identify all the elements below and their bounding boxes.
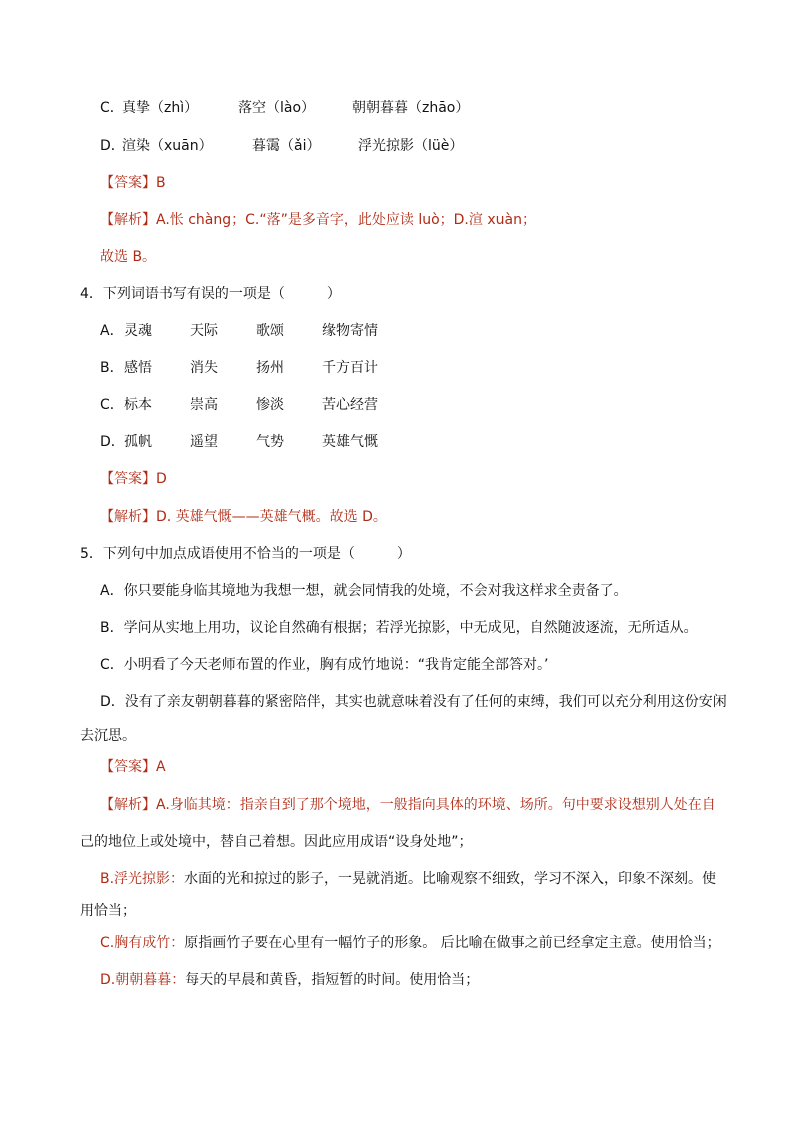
q5-stem: 5．下列句中加点成语使用不恰当的一项是（ ） bbox=[80, 546, 411, 562]
option-word-2: 落空（lào） bbox=[238, 100, 316, 116]
option-word: 苦心经营 bbox=[322, 397, 378, 413]
q5-answer: 【答案】A bbox=[100, 759, 166, 775]
q3-answer: 【答案】B bbox=[100, 175, 166, 191]
q4-answer: 【答案】D bbox=[100, 471, 167, 487]
q5-option-c: C．小明看了今天老师布置的作业，胸有成竹地说：“我肯定能全部答对。’ bbox=[100, 657, 549, 673]
q5-option-b: B．学问从实地上用功，议论自然确有根据；若浮光掠影，中无成见，自然随波逐流，无所适从。 bbox=[100, 620, 698, 636]
option-word-3: 朝朝暮暮（zhāo） bbox=[352, 100, 470, 116]
option-word: 灵魂 bbox=[124, 323, 152, 339]
option-word: 扬州 bbox=[256, 360, 284, 376]
option-word: 标本 bbox=[124, 397, 152, 413]
q5-option-d-line-1: D．没有了亲友朝朝暮暮的紧密陪伴，其实也就意味着没有了任何的束缚，我们可以充分利用这份安闲 bbox=[100, 694, 727, 710]
option-word: 千方百计 bbox=[322, 360, 378, 376]
q4-stem: 4．下列词语书写有误的一项是（ ） bbox=[80, 286, 341, 302]
analysis-c-text: 原指画竹子要在心里有一幅竹子的形象。 后比喻在做事之前已经拿定主意。使用恰当； bbox=[184, 935, 721, 951]
option-word-3: 浮光掠影（lüè） bbox=[358, 138, 464, 154]
option-letter: D． bbox=[100, 138, 125, 154]
option-word-1: 渲染（xuān） bbox=[122, 138, 213, 154]
analysis-b-label: B.浮光掠影： bbox=[100, 871, 185, 887]
option-word: 缘物寄情 bbox=[322, 323, 378, 339]
q5-option-a: A．你只要能身临其境地为我想一想，就会同情我的处境，不会对我这样求全责备了。 bbox=[100, 583, 628, 599]
q5-analysis-a-line-1: 【解析】A.身临其境：指亲自到了那个境地，一般指向具体的环境、场所。句中要求设想别人处在自 bbox=[100, 797, 716, 813]
q5-analysis-d bbox=[100, 970, 479, 990]
option-word: 天际 bbox=[190, 323, 218, 339]
option-word-1: 真挚（zhì） bbox=[122, 100, 199, 116]
option-word: 气势 bbox=[256, 434, 284, 450]
q4-analysis: 【解析】D. 英雄气慨——英雄气概。故选 D。 bbox=[100, 509, 387, 525]
option-word: 歌颂 bbox=[256, 323, 284, 339]
analysis-d-label: D.朝朝暮暮： bbox=[100, 972, 186, 988]
q5-analysis-b-line-1 bbox=[100, 869, 716, 889]
option-word-2: 暮霭（ǎi） bbox=[252, 138, 321, 154]
analysis-c-label: C.胸有成竹： bbox=[100, 935, 185, 951]
q5-analysis-c bbox=[100, 933, 721, 953]
option-letter: C． bbox=[100, 397, 124, 413]
q5-analysis-a-line-2: 己的地位上或处境中，替自己着想。因此应用成语“设身处地”； bbox=[80, 834, 473, 850]
option-word: 感悟 bbox=[124, 360, 152, 376]
analysis-b-text: 水面的光和掠过的影子，一晃就消逝。比喻观察不细致，学习不深入，印象不深刻。使 bbox=[184, 871, 717, 887]
option-word: 消失 bbox=[190, 360, 218, 376]
option-word: 惨淡 bbox=[256, 397, 284, 413]
q5-option-d-line-2: 去沉思。 bbox=[80, 728, 136, 744]
q5-analysis-b-line-2: 用恰当； bbox=[80, 903, 136, 919]
option-letter: B． bbox=[100, 360, 124, 376]
option-letter: C． bbox=[100, 100, 124, 116]
q3-analysis: 【解析】A.怅 chàng；C.“落”是多音字，此处应读 luò；D.渲 xuàn； bbox=[100, 212, 536, 228]
analysis-d-text: 每天的早晨和黄昏，指短暂的时间。使用恰当； bbox=[185, 972, 480, 988]
option-letter: D． bbox=[100, 434, 125, 450]
option-word: 英雄气慨 bbox=[322, 434, 378, 450]
option-word: 遥望 bbox=[190, 434, 218, 450]
option-word: 崇高 bbox=[190, 397, 218, 413]
q3-conclusion: 故选 B。 bbox=[100, 249, 157, 265]
option-letter: A． bbox=[100, 323, 124, 339]
option-word: 孤帆 bbox=[124, 434, 152, 450]
